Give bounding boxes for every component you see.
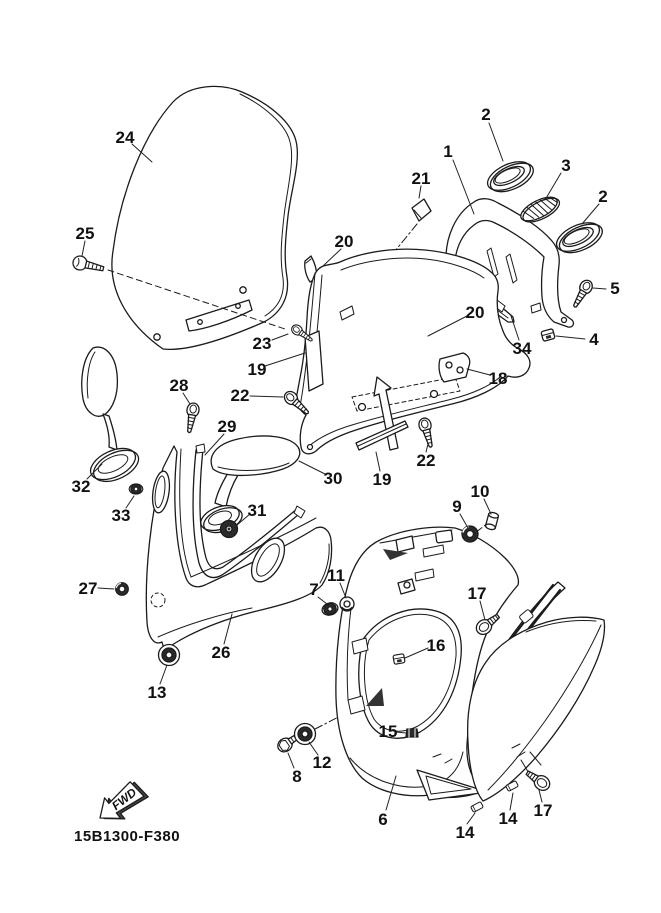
callout-33: 33	[111, 506, 131, 525]
callout-13: 13	[147, 683, 167, 702]
grommet-27	[116, 583, 129, 596]
leader-line	[340, 583, 346, 598]
callout-19: 19	[372, 470, 392, 489]
callout-27: 27	[78, 579, 98, 598]
leader-line	[318, 597, 327, 604]
damper-21-part	[412, 199, 431, 221]
callout-32: 32	[71, 477, 91, 496]
leader-line	[511, 316, 519, 340]
leader-line	[453, 160, 474, 214]
callout-9: 9	[452, 497, 462, 516]
callout-19: 19	[247, 360, 267, 379]
callout-31: 31	[247, 501, 267, 520]
inner-panel-part	[296, 249, 529, 454]
callout-4: 4	[589, 330, 599, 349]
nut-33	[129, 484, 143, 494]
screw-22	[417, 417, 436, 449]
leader-line	[250, 396, 283, 397]
callout-22: 22	[416, 451, 436, 470]
leader-line	[160, 665, 167, 684]
lens-ring-part	[483, 155, 537, 198]
right-mirror-part	[197, 436, 299, 538]
leader-line	[489, 123, 503, 161]
callout-5: 5	[610, 279, 620, 298]
callout-21: 21	[411, 169, 431, 188]
leader-line	[376, 452, 380, 471]
callout-25: 25	[75, 224, 95, 243]
side-cover-part	[468, 617, 605, 801]
callout-6: 6	[378, 810, 388, 829]
leader-line	[484, 499, 491, 514]
washer-11	[340, 597, 354, 611]
windshield-part	[112, 86, 297, 349]
damper-12	[295, 724, 316, 745]
fwd-arrow	[92, 776, 150, 830]
nut-7	[321, 601, 340, 617]
clip-nut-4	[541, 329, 555, 342]
callout-20: 20	[465, 303, 485, 322]
callout-14: 14	[455, 823, 475, 842]
callout-16: 16	[426, 636, 446, 655]
callout-15: 15	[378, 722, 398, 741]
clip-nut-16	[393, 654, 405, 665]
leader-line	[98, 588, 114, 589]
callout-22: 22	[230, 386, 250, 405]
leader-line	[288, 753, 294, 768]
callout-8: 8	[292, 767, 302, 786]
leader-line	[545, 173, 561, 200]
callout-1: 1	[443, 142, 453, 161]
callout-23: 23	[252, 334, 272, 353]
fwd-label: FWD	[109, 785, 140, 814]
callout-12: 12	[312, 753, 332, 772]
callout-3: 3	[561, 156, 571, 175]
clip-15	[406, 729, 418, 737]
leader-line	[272, 334, 288, 340]
left-mirror-part	[82, 347, 144, 489]
nut-31	[221, 521, 238, 538]
callout-14: 14	[498, 809, 518, 828]
callout-26: 26	[211, 643, 231, 662]
callout-29: 29	[217, 417, 237, 436]
leader-line	[556, 336, 585, 339]
leader-line	[510, 793, 513, 810]
leader-line	[460, 514, 468, 528]
callout-2: 2	[598, 187, 608, 206]
leader-line	[299, 461, 325, 474]
screw-25	[72, 255, 105, 276]
callout-10: 10	[470, 482, 490, 501]
leader-line	[582, 204, 599, 224]
callout-30: 30	[323, 469, 343, 488]
leader-line	[82, 241, 85, 256]
damper-pad-14	[471, 802, 484, 813]
callout-11: 11	[327, 566, 345, 585]
grommet-9	[462, 526, 478, 542]
callout-17: 17	[533, 801, 553, 820]
leader-line	[265, 353, 305, 366]
callout-18: 18	[488, 369, 508, 388]
callout-2: 2	[481, 105, 491, 124]
callout-17: 17	[467, 584, 487, 603]
callout-34: 34	[512, 339, 532, 358]
screw-28	[183, 402, 200, 434]
lens-ring-part	[552, 216, 606, 259]
collar-10	[485, 511, 499, 530]
upper-cowl-part	[146, 446, 331, 649]
callout-20: 20	[334, 232, 354, 251]
callout-28: 28	[169, 376, 189, 395]
screw-5	[569, 278, 594, 310]
callout-24: 24	[115, 128, 135, 147]
grommet-13	[159, 645, 180, 666]
callout-7: 7	[309, 580, 319, 599]
part-code: 15B1300-F380	[74, 828, 181, 845]
leader-line	[593, 288, 606, 289]
